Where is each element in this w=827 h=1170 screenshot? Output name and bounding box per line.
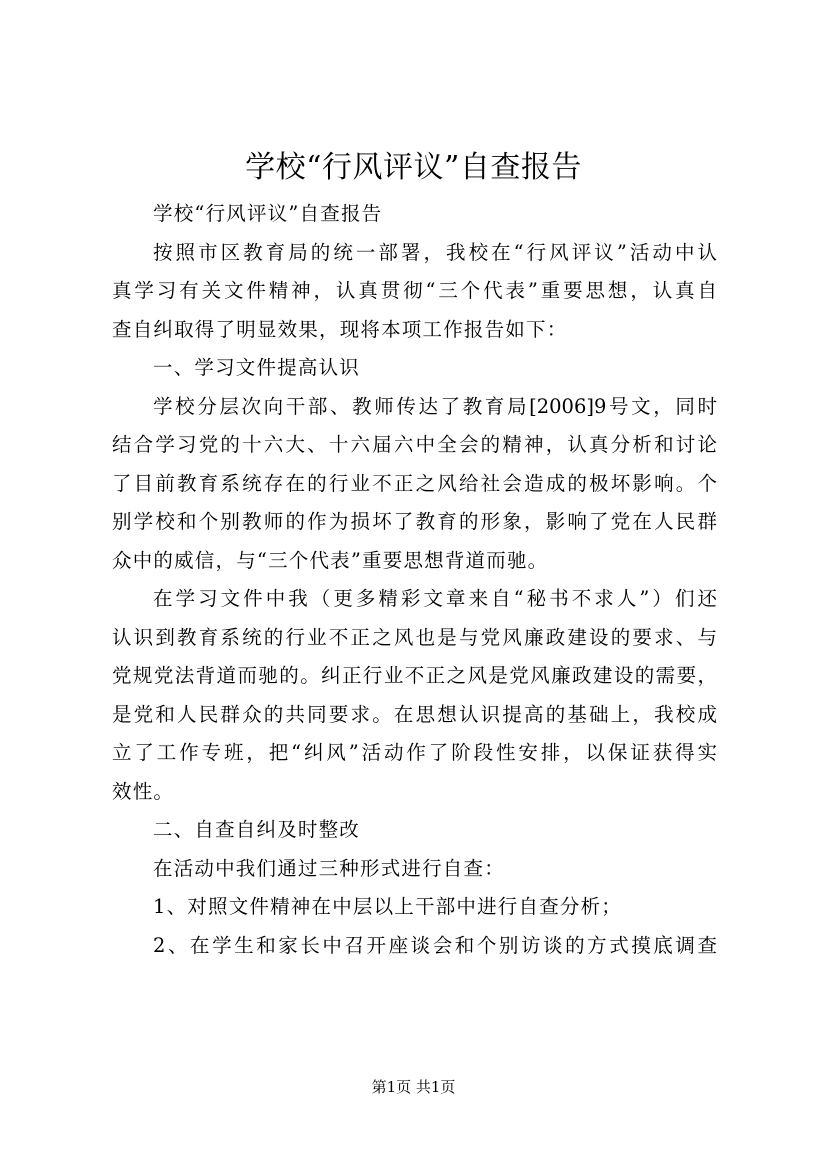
- list-item: 2、在学生和家长中召开座谈会和个别访谈的方式摸底调查: [153, 933, 717, 957]
- section-heading: 一、学习文件提高认识: [153, 356, 361, 379]
- body-line: 了目前教育系统存在的行业不正之风给社会造成的极坏影响。个: [112, 471, 717, 495]
- body-line: 学校分层次向干部、教师传达了教育局[2006]9号文，同时: [153, 394, 717, 418]
- list-item: 1、对照文件精神在中层以上干部中进行自查分析；: [153, 895, 623, 918]
- body-line: 学校“行风评议”自查报告: [153, 202, 383, 225]
- body-line: 众中的威信，与“三个代表”重要思想背道而驰。: [112, 548, 549, 572]
- body-line: 在活动中我们通过三种形式进行自查：: [153, 856, 505, 880]
- page-footer: 第1页 共1页: [371, 1078, 456, 1096]
- body-line: 按照市区教育局的统一部署，我校在“行风评议”活动中认: [153, 240, 717, 264]
- document-body: [112, 195, 717, 965]
- body-line: 立了工作专班，把“纠风”活动作了阶段性安排，以保证获得实: [112, 741, 717, 764]
- body-line: 在学习文件中我（更多精彩文章来自“秘书不求人”）们还: [153, 587, 717, 610]
- body-line: 别学校和个别教师的作为损坏了教育的形象，影响了党在人民群: [112, 510, 717, 533]
- body-line: 是党和人民群众的共同要求。在思想认识提高的基础上，我校成: [112, 702, 717, 726]
- body-line: 结合学习党的十六大、十六届六中全会的精神，认真分析和讨论: [112, 433, 717, 456]
- body-line: 党规党法背道而驰的。纠正行业不正之风是党风廉政建设的需要，: [112, 664, 717, 687]
- section-heading: 二、自查自纠及时整改: [153, 818, 361, 841]
- body-line: 真学习有关文件精神，认真贯彻“三个代表”重要思想，认真自: [112, 279, 717, 302]
- body-line: 认识到教育系统的行业不正之风也是与党风廉政建设的要求、与: [112, 625, 717, 649]
- document-title: 学校“行风评议”自查报告: [245, 150, 582, 185]
- body-line: 查自纠取得了明显效果，现将本项工作报告如下：: [112, 317, 568, 341]
- body-line: 效性。: [112, 779, 175, 803]
